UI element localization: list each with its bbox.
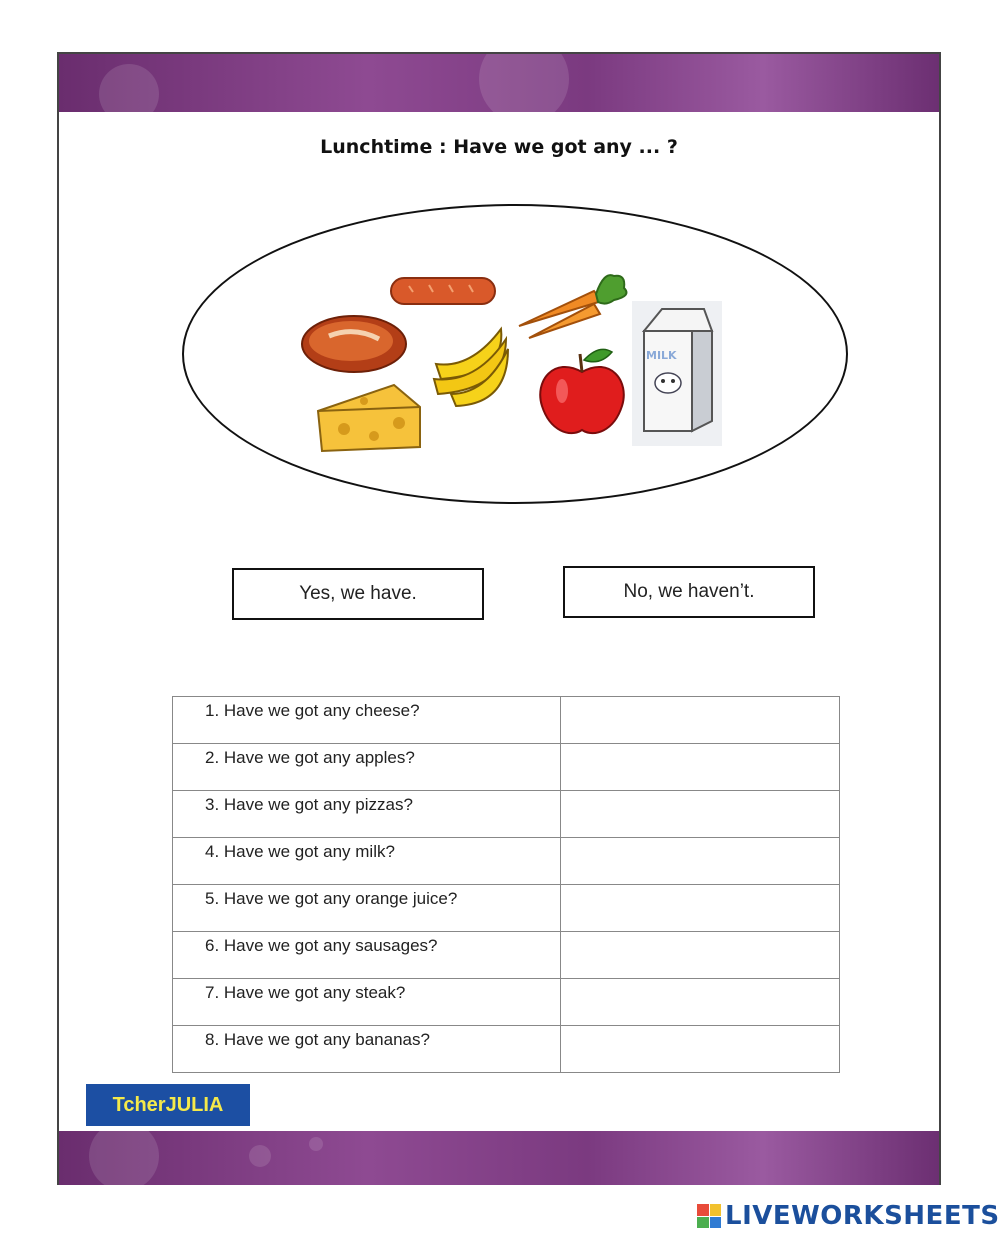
question-text: 2. Have we got any apples? — [173, 744, 561, 791]
answer-cell — [560, 932, 839, 979]
top-banner — [59, 54, 939, 112]
question-text: 8. Have we got any bananas? — [173, 1026, 561, 1073]
milk-icon — [632, 301, 722, 446]
answer-drop-zone[interactable] — [561, 699, 839, 741]
author-badge: TcherJULIA — [86, 1084, 250, 1126]
question-text: 3. Have we got any pizzas? — [173, 791, 561, 838]
cheese-icon — [314, 381, 424, 455]
answer-cell — [560, 1026, 839, 1073]
carrot-icon — [514, 266, 634, 346]
answer-drop-zone[interactable] — [561, 887, 839, 929]
answer-cell — [560, 791, 839, 838]
table-row — [173, 932, 840, 979]
question-text: 7. Have we got any steak? — [173, 979, 561, 1026]
banana-icon — [426, 324, 516, 410]
answer-cell — [560, 697, 839, 744]
table-row — [173, 744, 840, 791]
answer-drop-zone[interactable] — [561, 840, 839, 882]
questions-table — [172, 696, 840, 1073]
answer-drop-zone[interactable] — [561, 934, 839, 976]
question-text: 5. Have we got any orange juice? — [173, 885, 561, 932]
table-row — [173, 979, 840, 1026]
question-text: 6. Have we got any sausages? — [173, 932, 561, 979]
table-row — [173, 791, 840, 838]
apple-icon — [534, 346, 630, 440]
brand-name: LIVEWORKSHEETS — [725, 1201, 1000, 1231]
worksheet-title: Lunchtime : Have we got any ... ? — [320, 136, 678, 158]
table-row — [173, 697, 840, 744]
steak-icon — [299, 311, 409, 377]
bottom-banner — [59, 1131, 939, 1185]
liveworksheets-brand[interactable] — [697, 1200, 1000, 1232]
liveworksheets-logo-icon — [697, 1204, 721, 1228]
table-row — [173, 838, 840, 885]
question-text: 4. Have we got any milk? — [173, 838, 561, 885]
answer-cell — [560, 838, 839, 885]
answer-cell — [560, 744, 839, 791]
food-oval — [182, 204, 848, 504]
answer-drop-zone[interactable] — [561, 746, 839, 788]
milk-label: MILK — [646, 349, 677, 362]
sausage-icon — [389, 274, 499, 308]
table-row — [173, 1026, 840, 1073]
answer-cell — [560, 979, 839, 1026]
answer-no-draggable[interactable]: No, we haven’t. — [563, 566, 815, 618]
answer-cell — [560, 885, 839, 932]
worksheet-page — [57, 52, 941, 1185]
answer-drop-zone[interactable] — [561, 1028, 839, 1070]
answer-drop-zone[interactable] — [561, 981, 839, 1023]
answer-yes-draggable[interactable]: Yes, we have. — [232, 568, 484, 620]
question-text: 1. Have we got any cheese? — [173, 697, 561, 744]
answer-drop-zone[interactable] — [561, 793, 839, 835]
table-row — [173, 885, 840, 932]
